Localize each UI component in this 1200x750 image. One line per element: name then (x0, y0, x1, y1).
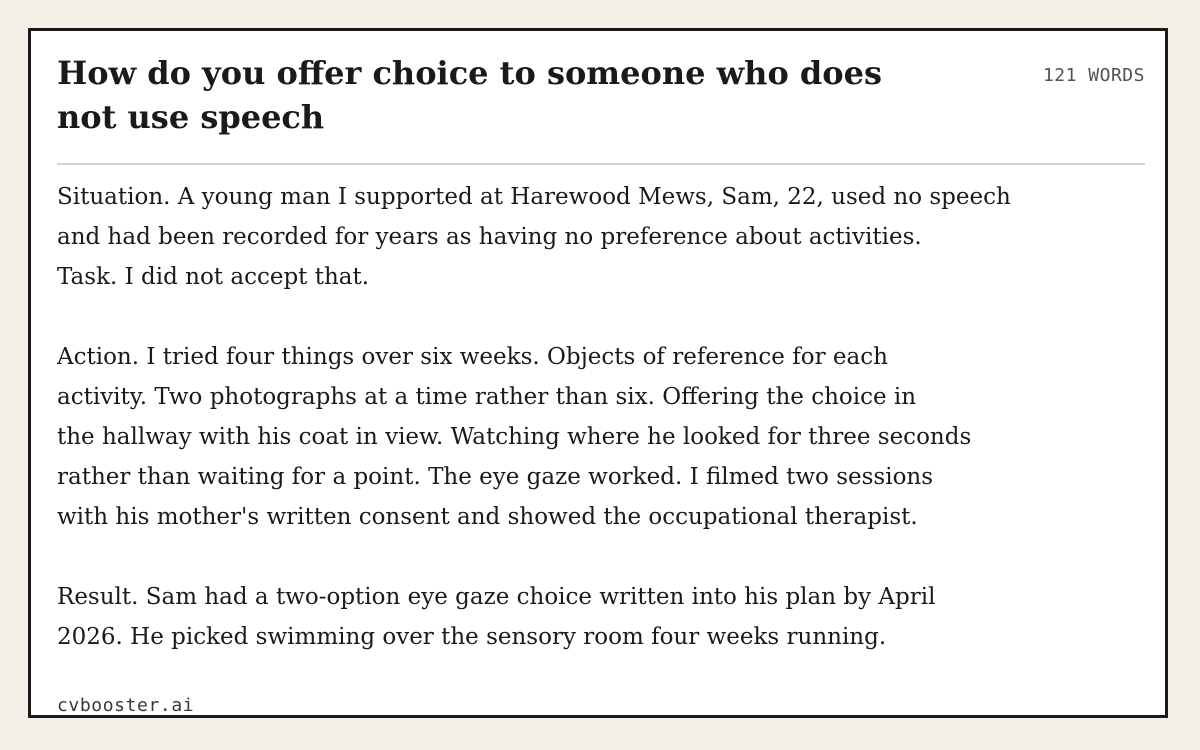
body-line: Action. I tried four things over six weeks. Objects of reference for each (57, 344, 888, 370)
body-line: Result. Sam had a two-option eye gaze choice written into his plan by April (57, 584, 936, 610)
paragraph-action (57, 337, 1057, 537)
question-title: How do you offer choice to someone who does not use speech (57, 54, 883, 136)
card-header (57, 51, 1145, 165)
body-line: Task. I did not accept that. (57, 264, 370, 290)
body-line: activity. Two photographs at a time rather than six. Offering the choice in (57, 384, 917, 410)
body-line: rather than waiting for a point. The eye gaze worked. I filmed two sessions (57, 464, 934, 490)
word-count-label: 121 WORDS (1042, 65, 1145, 86)
body-line: with his mother's written consent and showed the occupational therapist. (57, 504, 918, 530)
body-line: the hallway with his coat in view. Watching where he looked for three seconds (57, 424, 972, 450)
paragraph-situation-task (57, 177, 1057, 297)
paragraph-result (57, 577, 1057, 657)
body-line: 2026. He picked swimming over the sensory room four weeks running. (57, 624, 887, 650)
brand-watermark: cvbooster.ai (57, 695, 195, 716)
body-line: Situation. A young man I supported at Harewood Mews, Sam, 22, used no speech (57, 184, 1011, 210)
body-line: and had been recorded for years as having no preference about activities. (57, 224, 922, 250)
answer-card (28, 28, 1168, 718)
answer-body (57, 177, 1057, 697)
